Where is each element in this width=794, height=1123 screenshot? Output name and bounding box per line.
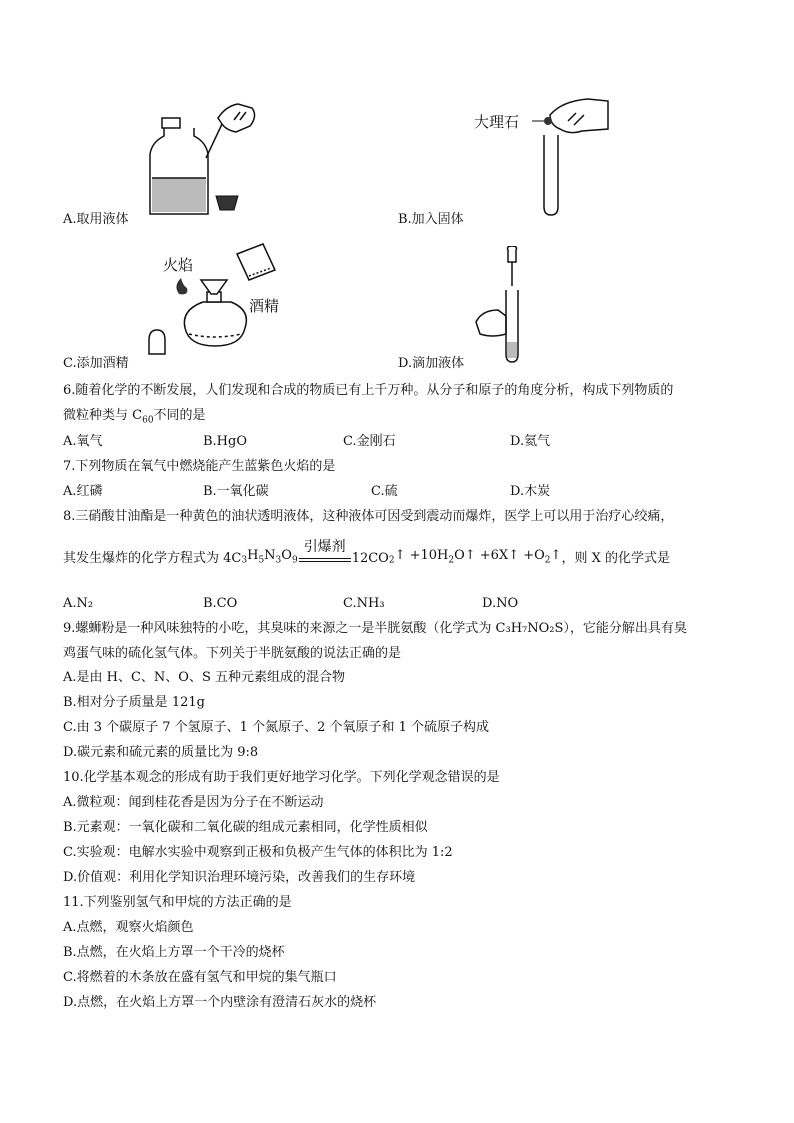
hand-icon [476, 310, 506, 336]
q7-option-d[interactable]: D.木炭 [510, 484, 551, 499]
q7-option-a[interactable]: A.红磷 [63, 484, 103, 499]
figure-a-caption: A.取用液体 [63, 212, 129, 227]
q8-option-b[interactable]: B.CO [203, 596, 238, 611]
funnel-icon [201, 280, 227, 294]
q8-stem-line1: 8.三硝酸甘油酯是一种黄色的油状透明液体，这种液体可因受到震动而爆炸，医学上可以用于治疗心绞痛， [63, 509, 674, 524]
figure-b-label-marble: 大理石 [474, 113, 520, 131]
q10-option-a[interactable]: A.微粒观：闻到桂花香是因为分子在不断运动 [63, 795, 324, 810]
dropper-hand-icon [206, 104, 255, 158]
q8-option-a[interactable]: A.N₂ [63, 596, 94, 611]
q9-option-b[interactable]: B.相对分子质量是 121g [63, 695, 205, 710]
q10-option-d[interactable]: D.价值观：利用化学知识治理环境污染，改善我们的生存环境 [63, 870, 416, 885]
q6-option-a[interactable]: A.氧气 [63, 434, 103, 449]
stopper-icon [216, 196, 238, 210]
figure-d-dropping-liquid [472, 246, 572, 366]
q8-option-d[interactable]: D.NO [482, 596, 519, 611]
q11-option-b[interactable]: B.点燃，在火焰上方罩一个干冷的烧杯 [63, 945, 285, 960]
q11-option-c[interactable]: C.将燃着的木条放在盛有氢气和甲烷的集气瓶口 [63, 970, 337, 985]
q6-stem-line2: 微粒种类与 $C_{60}$不同的是 [63, 408, 206, 426]
q8-equation: 其发生爆炸的化学方程式为 $4C_3H_5N_3O_9$ 引爆剂 $12CO_2↑$ $+10H_2O↑$ +6X↑ $+O_2↑$，则 X 的化学式是 [63, 539, 670, 566]
figure-a-taking-liquid [140, 98, 270, 218]
figure-c-label-flame: 火焰 [163, 256, 194, 274]
q9-option-c[interactable]: C.由 3 个碳原子 7 个氢原子、1 个氮原子、2 个氧原子和 1 个硫原子构成 [63, 720, 490, 735]
q6-option-d[interactable]: D.氦气 [510, 434, 551, 449]
q10-option-c[interactable]: C.实验观：电解水实验中观察到正极和负极产生气体的体积比为 1:2 [63, 845, 453, 860]
lamp-cap-icon [149, 330, 165, 354]
marble-chip-icon [544, 117, 552, 125]
figure-c-caption: C.添加酒精 [63, 356, 129, 371]
q7-stem: 7.下列物质在氧气中燃烧能产生蓝紫色火焰的是 [63, 459, 336, 474]
q6-option-c[interactable]: C.金刚石 [343, 434, 396, 449]
reagent-bottle-icon [150, 118, 208, 214]
test-tube-icon [544, 135, 558, 215]
q10-option-b[interactable]: B.元素观：一氧化碳和二氧化碳的组成元素相同，化学性质相似 [63, 820, 428, 835]
q11-stem: 11.下列鉴别氢气和甲烷的方法正确的是 [63, 895, 292, 910]
q10-stem: 10.化学基本观念的形成有助于我们更好地学习化学。下列化学观念错误的是 [63, 770, 500, 785]
figure-d-caption: D.滴加液体 [398, 356, 465, 371]
q7-option-b[interactable]: B.一氧化碳 [203, 484, 269, 499]
q6-stem-line1: 6.随着化学的不断发展，人们发现和合成的物质已有上千万种。从分子和原子的角度分析，构成下列物质的 [63, 383, 674, 398]
q11-option-a[interactable]: A.点燃，观察火焰颜色 [63, 920, 194, 935]
test-tube-icon [506, 290, 518, 362]
flame-icon [176, 278, 187, 294]
figure-c-label-alcohol: 酒精 [249, 297, 280, 315]
q6-option-b[interactable]: B.HgO [203, 434, 248, 449]
q7-option-c[interactable]: C.硫 [371, 484, 398, 499]
q8-option-c[interactable]: C.NH₃ [343, 596, 385, 611]
hand-icon [550, 99, 608, 133]
dropper-icon [508, 246, 517, 286]
q9-option-a[interactable]: A.是由 H、C、N、O、S 五种元素组成的混合物 [63, 670, 346, 685]
figure-b-caption: B.加入固体 [398, 212, 464, 227]
q9-stem-line2: 鸡蛋气味的硫化氢气体。下列关于半胱氨酸的说法正确的是 [63, 646, 402, 661]
reaction-arrow: 引爆剂 [299, 540, 351, 566]
beaker-icon [237, 244, 275, 280]
q11-option-d[interactable]: D.点燃，在火焰上方罩一个内壁涂有澄清石灰水的烧杯 [63, 995, 377, 1010]
q9-stem-line1: 9.螺蛳粉是一种风味独特的小吃，其臭味的来源之一是半胱氨酸（化学式为 C₃H₇NO₂S），它能分解出具有臭 [63, 621, 687, 636]
q9-option-d[interactable]: D.碳元素和硫元素的质量比为 9:8 [63, 745, 259, 760]
